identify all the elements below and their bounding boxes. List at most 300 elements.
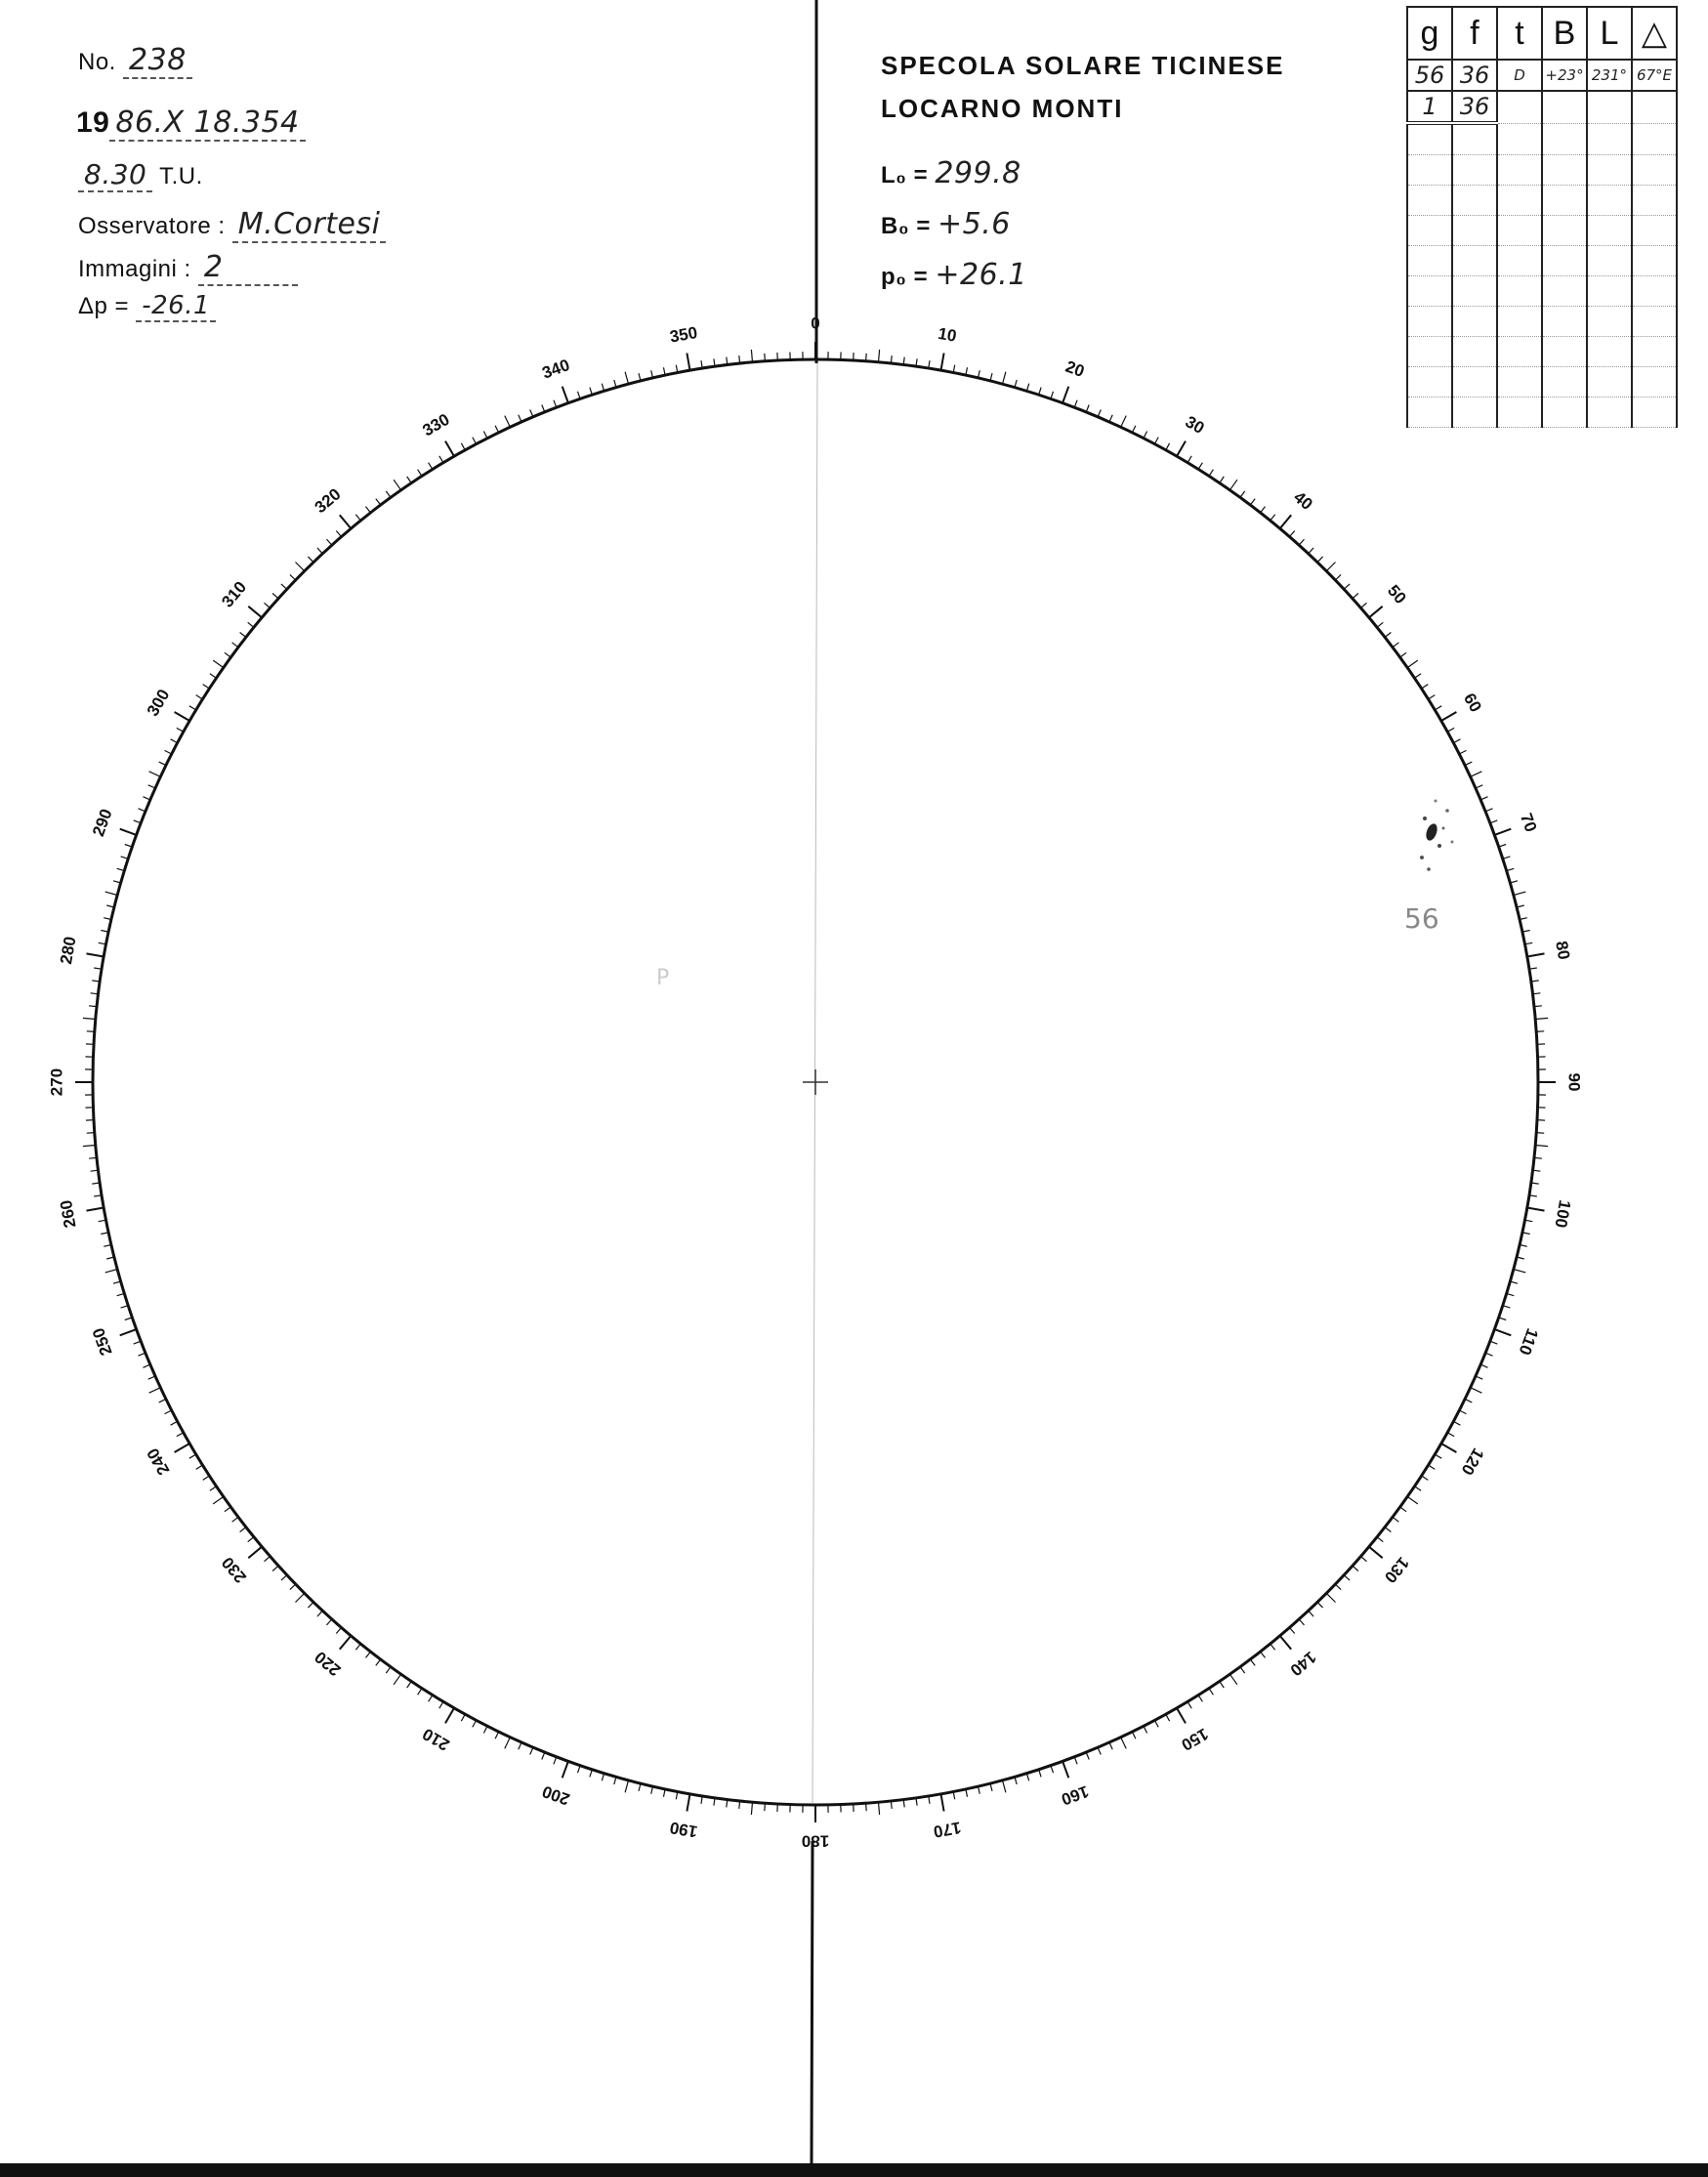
- tick-mark: [1480, 797, 1487, 800]
- tick-mark: [105, 1270, 118, 1273]
- tick-mark: [1166, 443, 1170, 450]
- tick-label: 120: [1457, 1444, 1488, 1479]
- tick-mark: [1177, 1708, 1186, 1724]
- tick-mark: [1154, 438, 1158, 444]
- tick-mark: [625, 1780, 628, 1793]
- tick-mark: [473, 438, 477, 444]
- tick-mark: [1144, 432, 1147, 439]
- tick-mark: [1271, 1644, 1275, 1650]
- tick-mark: [1527, 1208, 1545, 1211]
- tick-mark: [89, 1006, 97, 1007]
- tick-mark: [542, 1752, 545, 1759]
- table-cell: +23°: [1542, 60, 1587, 91]
- tick-mark: [1441, 712, 1457, 721]
- tick-mark: [1476, 785, 1482, 788]
- tick-mark: [1490, 820, 1498, 823]
- tick-mark: [120, 1329, 137, 1335]
- tick-mark: [473, 1720, 477, 1727]
- tick-label: 100: [1551, 1198, 1575, 1230]
- page-bottom-border: [0, 2163, 1708, 2177]
- tick-mark: [739, 356, 740, 363]
- tick-mark: [530, 1747, 533, 1754]
- tick-mark: [203, 685, 210, 689]
- tick-mark: [1209, 1689, 1213, 1696]
- tick-mark: [144, 1364, 150, 1367]
- tick-mark: [248, 1537, 254, 1542]
- tick-mark: [1400, 652, 1406, 657]
- tick-mark: [1086, 1752, 1089, 1759]
- tick-mark: [1536, 1133, 1544, 1134]
- tick-mark: [317, 1611, 322, 1616]
- tick-mark: [1299, 539, 1304, 545]
- tick-mark: [355, 515, 360, 521]
- observer-label: Osservatore :: [78, 213, 226, 239]
- sunspot-group: [1420, 800, 1454, 871]
- images-label: Immagini :: [78, 256, 191, 282]
- tick-mark: [265, 603, 271, 607]
- tick-mark: [1003, 1780, 1006, 1793]
- tick-mark: [1261, 1652, 1266, 1657]
- tick-mark: [1154, 1720, 1158, 1727]
- tick-mark: [386, 491, 391, 497]
- tick-mark: [461, 1714, 465, 1721]
- tick-mark: [1393, 1517, 1398, 1522]
- tick-mark: [1400, 1507, 1406, 1512]
- tick-mark: [1429, 1465, 1436, 1469]
- tick-mark: [429, 463, 433, 470]
- tick-mark: [336, 531, 341, 537]
- tick-mark: [407, 477, 412, 483]
- col-header-t: t: [1497, 7, 1542, 60]
- tick-mark: [1415, 674, 1422, 679]
- tick-mark: [240, 633, 246, 638]
- tick-mark: [144, 797, 150, 800]
- tick-mark: [148, 785, 155, 788]
- tick-mark: [1250, 1659, 1255, 1665]
- tick-mark: [1074, 400, 1077, 408]
- tick-mark: [171, 1421, 178, 1425]
- observatory-location: LOCARNO MONTI: [881, 94, 1124, 123]
- tick-mark: [1240, 491, 1245, 497]
- tick-mark: [1453, 1421, 1460, 1425]
- tick-mark: [105, 892, 118, 895]
- tick-mark: [687, 354, 689, 371]
- tick-mark: [1514, 892, 1526, 895]
- time-value: 8.30: [78, 158, 152, 192]
- tick-mark: [376, 1659, 381, 1665]
- tick-label: 160: [1059, 1781, 1092, 1809]
- tick-mark: [386, 1667, 391, 1673]
- tick-mark: [505, 1737, 511, 1749]
- tick-mark: [89, 1157, 97, 1158]
- tick-mark: [530, 410, 533, 417]
- tick-mark: [1471, 772, 1482, 777]
- tick-mark: [83, 1018, 96, 1019]
- tick-mark: [1166, 1714, 1170, 1721]
- tick-mark: [1535, 1018, 1548, 1019]
- tick-mark: [87, 953, 104, 956]
- sunspot-dot: [1437, 844, 1441, 848]
- tick-mark: [196, 1465, 203, 1469]
- tick-mark: [687, 1794, 689, 1812]
- tick-mark: [941, 1794, 944, 1812]
- tick-label: 250: [89, 1325, 116, 1359]
- tick-mark: [1377, 622, 1383, 627]
- tick-mark: [1187, 456, 1191, 463]
- table-cell: 56: [1407, 60, 1452, 91]
- tick-mark: [355, 1644, 360, 1650]
- table-cell: 231°: [1587, 60, 1632, 91]
- tick-mark: [519, 415, 521, 422]
- tick-mark: [765, 1803, 766, 1811]
- tick-label: 350: [668, 322, 699, 347]
- tick-mark: [1534, 1006, 1542, 1007]
- tick-mark: [461, 443, 465, 450]
- tick-label: 330: [419, 409, 453, 440]
- tick-mark: [83, 1146, 96, 1147]
- tick-label: 260: [56, 1198, 80, 1230]
- tick-mark: [1086, 405, 1089, 412]
- faint-pole-mark: P: [656, 966, 670, 990]
- tick-mark: [87, 1031, 95, 1032]
- tick-label: 310: [218, 577, 251, 611]
- tick-mark: [891, 1801, 892, 1809]
- tick-mark: [394, 1674, 401, 1685]
- tick-mark: [1177, 441, 1186, 457]
- tick-mark: [210, 1486, 217, 1491]
- tick-mark: [1003, 372, 1006, 385]
- tick-mark: [203, 1476, 210, 1480]
- number-value: 238: [123, 43, 192, 79]
- tick-mark: [225, 1507, 230, 1512]
- tick-mark: [1121, 416, 1127, 428]
- tick-mark: [505, 416, 511, 428]
- tick-mark: [483, 1726, 487, 1733]
- tick-mark: [296, 1593, 305, 1602]
- tick-mark: [1326, 563, 1335, 571]
- tick-mark: [542, 405, 545, 412]
- tick-mark: [562, 387, 568, 403]
- tick-mark: [562, 1761, 568, 1778]
- tick-mark: [1198, 463, 1202, 470]
- tick-label: 80: [1552, 940, 1574, 961]
- tick-mark: [1485, 809, 1492, 812]
- tick-mark: [495, 1732, 499, 1738]
- tick-mark: [1441, 1444, 1457, 1452]
- tick-mark: [1309, 1611, 1313, 1616]
- tick-mark: [1132, 426, 1136, 433]
- tick-mark: [265, 1557, 271, 1562]
- tick-mark: [751, 350, 752, 362]
- tick-mark: [554, 1757, 557, 1765]
- tick-mark: [1353, 594, 1358, 599]
- tick-mark: [175, 712, 190, 721]
- tick-mark: [1074, 1757, 1077, 1765]
- tick-mark: [1361, 603, 1367, 607]
- tick-mark: [232, 643, 238, 648]
- tick-mark: [248, 1547, 262, 1559]
- tick-mark: [210, 674, 217, 679]
- tick-mark: [327, 539, 332, 545]
- tick-mark: [1271, 515, 1275, 521]
- sunspot-dot: [1442, 827, 1445, 830]
- tick-mark: [1144, 1726, 1147, 1733]
- tick-mark: [1471, 1388, 1482, 1394]
- tick-mark: [483, 432, 487, 439]
- group-number-label: 56: [1404, 902, 1439, 935]
- l0-label: L₀ =: [881, 162, 929, 188]
- tick-mark: [1098, 410, 1101, 417]
- tick-mark: [1490, 1341, 1498, 1344]
- tick-label: 170: [932, 1818, 963, 1842]
- tick-mark: [149, 772, 161, 777]
- tick-mark: [175, 1444, 190, 1452]
- tick-mark: [1335, 574, 1341, 580]
- tick-mark: [1514, 1270, 1526, 1273]
- tick-mark: [159, 1399, 166, 1402]
- tick-mark: [189, 1454, 196, 1458]
- tick-mark: [213, 1496, 224, 1504]
- tick-mark: [281, 1575, 287, 1580]
- tick-mark: [879, 1802, 880, 1815]
- table-cell: 67°E: [1632, 60, 1677, 91]
- tick-label: 30: [1182, 412, 1208, 439]
- tick-mark: [232, 1517, 238, 1522]
- tick-mark: [134, 820, 142, 823]
- tick-mark: [445, 441, 454, 457]
- tick-mark: [308, 557, 313, 563]
- tick-mark: [248, 607, 262, 618]
- tick-mark: [1220, 477, 1225, 483]
- tick-mark: [1309, 548, 1313, 554]
- tick-mark: [376, 499, 381, 505]
- tick-mark: [272, 1566, 278, 1570]
- tick-mark: [1280, 515, 1292, 528]
- tick-mark: [1369, 1547, 1383, 1559]
- tick-mark: [317, 548, 322, 554]
- sunspot-dot: [1423, 816, 1427, 820]
- tick-mark: [171, 739, 178, 743]
- tick-label: 40: [1290, 487, 1316, 515]
- tick-mark: [418, 1689, 422, 1696]
- tick-mark: [1261, 507, 1266, 513]
- tick-label: 240: [143, 1444, 174, 1479]
- tick-mark: [1344, 1575, 1350, 1580]
- col-header-g: g: [1407, 7, 1452, 60]
- tick-mark: [1494, 1329, 1511, 1335]
- tick-label: 200: [539, 1781, 572, 1809]
- tick-mark: [1465, 762, 1472, 766]
- tick-mark: [866, 1803, 867, 1811]
- l0-value: 299.8: [935, 156, 1021, 190]
- tick-mark: [366, 507, 371, 513]
- tick-mark: [439, 1701, 443, 1708]
- table-cell: 1: [1407, 91, 1452, 123]
- tick-mark: [281, 584, 287, 589]
- tick-mark: [1459, 1410, 1466, 1414]
- tick-mark: [159, 762, 166, 766]
- tick-label: 270: [47, 1068, 66, 1097]
- table-cell: 36: [1452, 60, 1497, 91]
- tick-mark: [87, 1208, 104, 1211]
- tick-mark: [1393, 643, 1398, 648]
- tick-mark: [1335, 1584, 1341, 1590]
- tick-mark: [1435, 1454, 1441, 1458]
- tick-mark: [429, 1696, 433, 1702]
- tick-mark: [554, 400, 557, 408]
- tick-mark: [1290, 1628, 1295, 1634]
- tick-mark: [1361, 1557, 1367, 1562]
- tick-mark: [439, 456, 443, 463]
- tick-mark: [148, 1376, 155, 1379]
- sunspot-umbra: [1424, 822, 1439, 842]
- tick-mark: [1422, 1476, 1429, 1480]
- tick-label: 220: [311, 1647, 345, 1680]
- tick-mark: [1535, 1146, 1548, 1147]
- tick-mark: [891, 356, 892, 363]
- tick-mark: [1353, 1566, 1358, 1570]
- col-header-l: L: [1587, 7, 1632, 60]
- sunspot-dot: [1427, 867, 1431, 871]
- tick-mark: [327, 1619, 332, 1625]
- tick-mark: [290, 574, 296, 580]
- tick-mark: [1098, 1747, 1101, 1754]
- tick-mark: [196, 695, 203, 699]
- tick-mark: [1415, 1486, 1422, 1491]
- tick-mark: [1536, 1031, 1544, 1032]
- tick-mark: [1220, 1682, 1225, 1689]
- tick-mark: [366, 1652, 371, 1657]
- tick-label: 230: [218, 1553, 251, 1587]
- dp-label: Δp =: [78, 293, 130, 319]
- tick-label: 140: [1286, 1647, 1320, 1680]
- images-value: 2: [198, 250, 298, 286]
- tick-label: 180: [801, 1831, 830, 1851]
- tick-mark: [1240, 1667, 1245, 1673]
- tick-mark: [149, 1388, 161, 1394]
- p0-value: +26.1: [935, 258, 1027, 292]
- number-label: No.: [78, 49, 116, 75]
- tick-label: 20: [1062, 356, 1087, 382]
- tick-mark: [1299, 1619, 1304, 1625]
- sunspot-dot: [1451, 841, 1454, 844]
- tick-label: 60: [1459, 690, 1485, 716]
- tick-label: 290: [89, 806, 116, 839]
- tick-mark: [1429, 695, 1436, 699]
- tick-mark: [407, 1682, 412, 1689]
- tick-mark: [272, 594, 278, 599]
- tick-label: 210: [419, 1724, 453, 1755]
- tick-mark: [165, 750, 172, 754]
- tick-mark: [1459, 750, 1466, 754]
- tick-mark: [225, 652, 230, 657]
- tick-mark: [139, 809, 146, 812]
- tick-mark: [1109, 1742, 1112, 1749]
- tick-mark: [1198, 1696, 1202, 1702]
- tick-mark: [308, 1602, 313, 1608]
- tick-mark: [1187, 1701, 1191, 1708]
- tick-label: 0: [811, 314, 820, 333]
- tick-label: 320: [311, 484, 345, 518]
- tick-mark: [1209, 470, 1213, 477]
- tick-mark: [177, 728, 184, 732]
- tick-mark: [879, 350, 880, 362]
- tick-mark: [213, 660, 224, 668]
- tick-mark: [134, 1341, 142, 1344]
- tick-mark: [1407, 660, 1418, 668]
- tick-label: 130: [1380, 1553, 1413, 1587]
- col-header-delta: △: [1632, 7, 1677, 60]
- observer-value: M.Cortesi: [232, 207, 387, 243]
- tick-mark: [1527, 953, 1545, 956]
- tick-mark: [87, 1133, 95, 1134]
- tick-mark: [1385, 1528, 1391, 1532]
- tick-mark: [1453, 739, 1460, 743]
- tick-mark: [495, 426, 499, 433]
- tick-mark: [1229, 1674, 1237, 1685]
- tick-mark: [394, 480, 401, 490]
- tick-label: 300: [143, 686, 174, 720]
- tick-mark: [290, 1584, 296, 1590]
- tick-label: 10: [937, 323, 958, 346]
- tick-mark: [340, 1636, 352, 1650]
- tick-mark: [248, 622, 254, 627]
- tick-label: 70: [1516, 811, 1541, 835]
- tick-mark: [1229, 480, 1237, 490]
- tick-mark: [418, 470, 422, 477]
- tick-mark: [1485, 1353, 1492, 1356]
- observatory-name: SPECOLA SOLARE TICINESE: [881, 51, 1285, 80]
- tick-mark: [519, 1742, 521, 1749]
- tick-mark: [1121, 1737, 1127, 1749]
- tick-mark: [1344, 584, 1350, 589]
- tick-label: 110: [1515, 1325, 1542, 1358]
- tick-mark: [1480, 1364, 1487, 1367]
- sunspot-dot: [1445, 809, 1449, 813]
- tick-mark: [739, 1801, 740, 1809]
- table-cell: D: [1497, 60, 1542, 91]
- tick-label: 190: [668, 1818, 699, 1842]
- tick-mark: [1326, 1593, 1335, 1602]
- tick-mark: [336, 1628, 341, 1634]
- tick-mark: [1317, 557, 1323, 563]
- tick-mark: [941, 354, 944, 371]
- sunspot-dot: [1420, 856, 1424, 859]
- tick-mark: [1062, 387, 1068, 403]
- tick-label: 340: [539, 356, 572, 383]
- tick-mark: [1447, 728, 1454, 732]
- tick-mark: [751, 1802, 752, 1815]
- b0-value: +5.6: [937, 207, 1011, 241]
- b0-label: B₀ =: [881, 213, 931, 239]
- tick-mark: [445, 1708, 454, 1724]
- tick-mark: [1317, 1602, 1323, 1608]
- tick-mark: [139, 1353, 146, 1356]
- tick-mark: [1407, 1496, 1418, 1504]
- sunspot-dot: [1435, 800, 1437, 803]
- tick-label: 90: [1564, 1072, 1584, 1092]
- tick-mark: [1290, 531, 1295, 537]
- col-header-f: f: [1452, 7, 1497, 60]
- date-prefix: 19: [76, 106, 110, 139]
- tick-mark: [189, 706, 196, 710]
- p0-label: p₀ =: [881, 264, 929, 290]
- tick-mark: [1385, 633, 1391, 638]
- tick-mark: [866, 354, 867, 361]
- date-value: 86.X 18.354: [109, 105, 305, 142]
- tick-mark: [1369, 607, 1383, 618]
- tick-mark: [1534, 1157, 1542, 1158]
